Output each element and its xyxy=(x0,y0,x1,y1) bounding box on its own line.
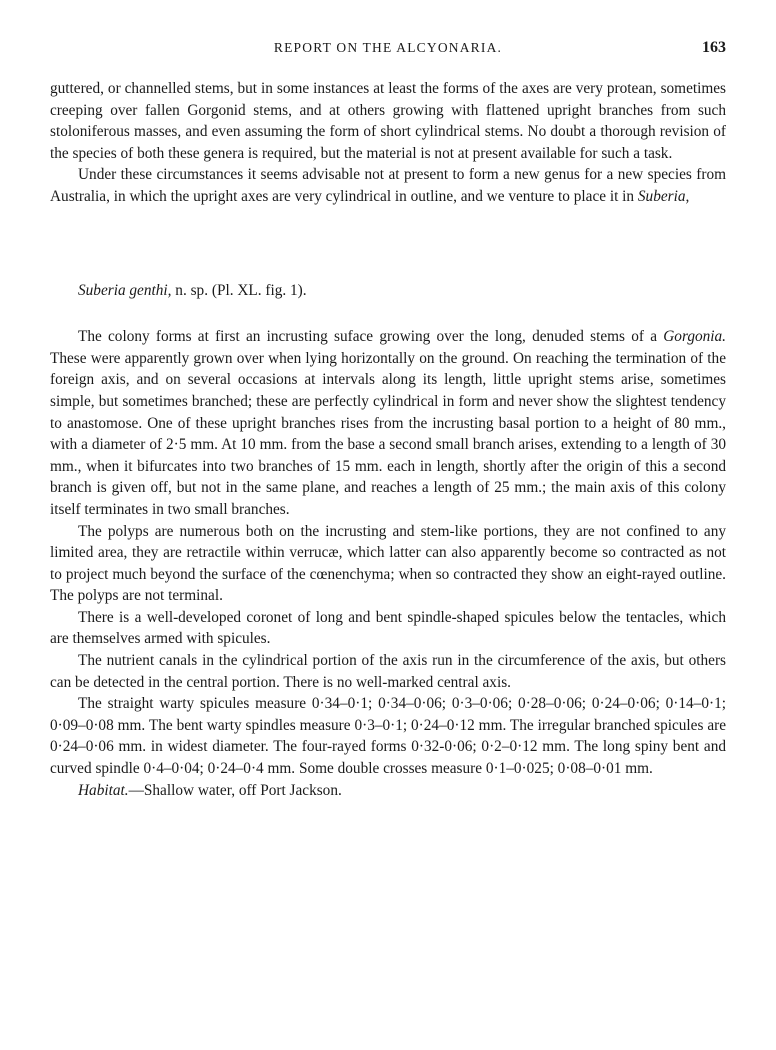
gorgonia-genus: Gorgonia. xyxy=(663,328,726,346)
species-heading xyxy=(50,280,726,302)
species-name: Suberia genthi, xyxy=(78,281,172,299)
description-paragraph-1 xyxy=(50,326,726,520)
intro-paragraph-2 xyxy=(50,164,726,207)
genus-name: Suberia, xyxy=(637,187,690,205)
intro-paragraph-2-text: Under these circumstances it seems advisable not at present to form a new genus for a new species from Australia, in which the upright axes are very cylindrical in outline, and we venture to place it in xyxy=(50,166,726,205)
page-number: 163 xyxy=(702,39,726,56)
intro-paragraph-1: guttered, or channelled stems, but in some instances at least the forms of the axes are very protean, sometimes creeping over fallen Gorgonid stems, and at others growing with flattened upright branches from such stoloniferous masses, and even assuming the form of short cylindrical stems. No doubt a thorough revision of the species of both these genera is required, but the material is not at present available for such a task. xyxy=(50,80,726,162)
page-header xyxy=(50,40,726,62)
description-paragraph-1-start: The colony forms at first an incrusting suface growing over the long, denuded stems of a xyxy=(78,328,664,346)
spicule-measurements: The straight warty spicules measure 0·34–0·1; 0·34–0·06; 0·3–0·06; 0·28–0·06; 0·24–0·06; 0·14–0·1; 0·09–0·08 mm. The bent warty spindles measure 0·3–0·1; 0·24–0·12 mm. The irregular branched spicules are 0·24–0·06 mm. in widest diameter. The four-rayed forms 0·32-0·06; 0·2–0·12 mm. The long spiny bent and curved spindle 0·4–0·04; 0·24–0·4 mm. Some double crosses measure 0·1–0·025; 0·08–0·01 mm. xyxy=(50,695,726,778)
description-paragraph-2: The polyps are numerous both on the incrusting and stem-like portions, they are not confined to any limited area, they are retractile within verrucæ, which latter can also apparently become so contracted as not to project much beyond the surface of the cœnenchyma; when so contracted they show an eight-rayed outline. The polyps are not terminal. xyxy=(50,522,726,605)
species-reference: n. sp. (Pl. XL. fig. 1). xyxy=(171,281,307,299)
body-text xyxy=(50,78,726,801)
description-paragraph-1-end: These were apparently grown over when lying horizontally on the ground. On reaching the termination of the foreign axis, and on several occasions at intervals along its length, little upright stems arise, sometimes simple, but sometimes branched; these are perfectly cylindrical in form and never show the slightest tendency to anastomose. One of these upright branches rises from the incrusting basal portion to a height of 80 mm., with a diameter of 2·5 mm. At 10 mm. from the base a second small branch arises, extending to a length of 30 mm., when it bifurcates into two branches of 15 mm. each in length, shortly after the origin of this a second branch is given off, but not in the same plane, and reaches a length of 25 mm.; the main axis of this colony itself terminates in two small branches. xyxy=(50,349,726,518)
running-title: REPORT ON THE ALCYONARIA. xyxy=(273,40,503,55)
habitat-text: —Shallow water, off Port Jackson. xyxy=(128,781,342,799)
description-paragraph-4: The nutrient canals in the cylindrical portion of the axis run in the circumference of the axis, but others can be detected in the central portion. There is no well-marked central axis. xyxy=(50,652,726,691)
description-paragraph-3: There is a well-developed coronet of long and bent spindle-shaped spicules below the tentacles, which are themselves armed with spicules. xyxy=(50,608,726,648)
habitat-line xyxy=(50,780,726,802)
habitat-label: Habitat. xyxy=(78,781,129,799)
